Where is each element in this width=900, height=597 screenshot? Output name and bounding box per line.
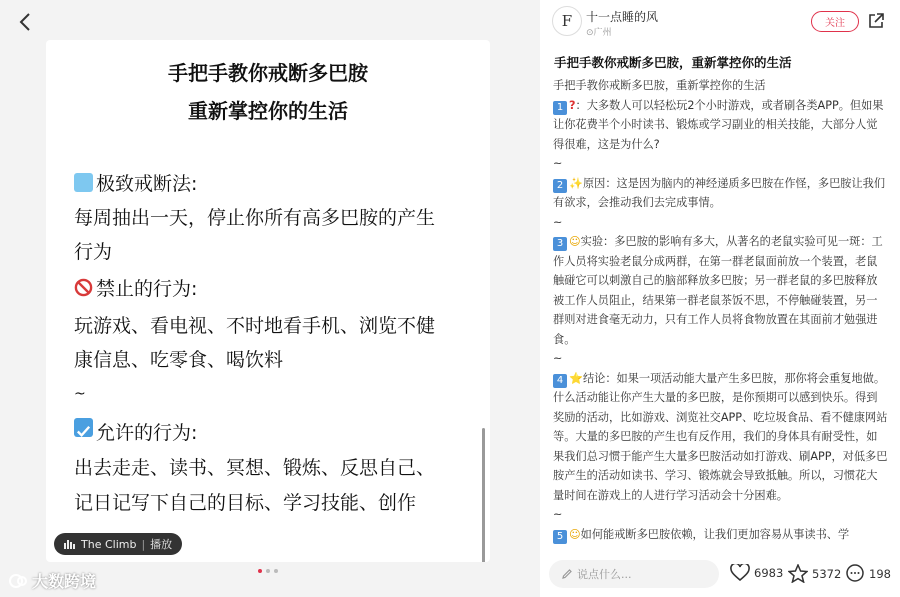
tilde-divider: ~ [553, 157, 563, 170]
comment-button[interactable] [845, 564, 891, 583]
post-paragraph: 3 ☺实验：多巴胺的影响有多大，从著名的老鼠实验可见一斑：工作人员将实验老鼠分成两群，在第一群老鼠面前放一个装置，老鼠触碰它可以刺激自己的脑部释放多巴胺；另一群老鼠的多巴胺释放被工作人员阻止，结果第一群老鼠茶饭不思，不停触碰装置，另一群则对进食毫无动力，只有工作人员将食物放置在其面前才勉强进食。 [553, 235, 883, 346]
note-detail-panel [540, 0, 900, 597]
card-title-line1: 手把手教你戒断多巴胺 [168, 61, 368, 85]
heart-icon [730, 564, 750, 582]
avatar-letter: F [561, 12, 573, 30]
section-heading-allowed: 允许的行为: [74, 416, 197, 450]
comment-count: 198 [869, 566, 891, 581]
watermark-text: 大数跨境 [32, 572, 97, 591]
location-text: 广州 [593, 28, 612, 38]
tilde-divider: ~ [74, 386, 86, 402]
post-body [553, 76, 888, 556]
card-title-line2: 重新掌控你的生活 [188, 99, 348, 123]
post-paragraph: 4 ⭐结论：如果一项活动能大量产生多巴胺，那你将会重复地做。什么活动能让你产生大量的多巴胺，是你预期可以感到快乐。得到奖励的活动，比如游戏、浏览社交APP、吃垃圾食品、看不健康网站等。大量的多巴胺的产生也有反作用，我们的身体具有耐受性，如果我们总习惯于能产生大量多巴胺活动如打游戏、刷APP，对低多巴胺产生的活动如读书、学习、锻炼就会导致抵触。所以，习惯花大量时间在游戏上的人进行学习活动会十分困难。 [553, 371, 888, 502]
check-mark-icon [74, 418, 93, 437]
number-one-icon: 1 [553, 101, 567, 115]
star-icon: ⭐ [569, 371, 583, 385]
carousel-indicator [258, 569, 278, 573]
bottom-action-bar [540, 556, 900, 597]
collect-count: 5372 [812, 566, 842, 581]
follow-button[interactable]: 关注 [811, 11, 859, 32]
section-line: 每周抽出一天，停止你所有高多巴胺的产生 [74, 207, 436, 229]
tilde-divider: ~ [553, 215, 563, 229]
sparkles-icon: ✨ [569, 176, 583, 190]
face-icon: ☺ [569, 527, 581, 541]
pencil-icon [561, 568, 573, 580]
section-line: 行为 [74, 241, 113, 263]
number-three-icon: 3 [553, 237, 567, 251]
post-title: 手把手教你戒断多巴胺，重新掌控你的生活 [554, 55, 792, 70]
section-heading-method: 极致戒断法: [74, 167, 197, 201]
prohibited-icon [74, 274, 93, 293]
post-intro: 手把手教你戒断多巴胺，重新掌控你的生活 [553, 79, 766, 92]
author-name[interactable]: 十一点睡的风 [586, 10, 659, 24]
thinking-face-icon: ☺ [569, 235, 581, 248]
section-line: 康信息、吃零食、喝饮料 [74, 349, 284, 371]
tilde-divider: ~ [553, 352, 563, 365]
back-arrow-icon[interactable] [14, 10, 38, 34]
audio-bars-icon [64, 539, 76, 549]
author-location [586, 25, 612, 38]
watermark-logo-icon [8, 573, 28, 589]
comment-bubble-icon [845, 564, 865, 583]
number-two-icon: 2 [553, 179, 567, 193]
comment-placeholder: 说点什么... [577, 568, 632, 581]
like-button[interactable] [730, 564, 783, 582]
number-five-icon: 5 [553, 530, 567, 544]
watermark [8, 569, 96, 592]
collect-button[interactable] [788, 564, 841, 583]
section-heading-forbidden: 禁止的行为: [74, 272, 197, 306]
section-line: 出去走走、读书、冥想、锻炼、反思自己、 [74, 457, 436, 479]
music-play-label[interactable]: 播放 [150, 538, 173, 551]
post-paragraph: 1 ?：大多数人可以轻松玩2个小时游戏，或者刷各类APP。但如果让你花费半个小时读书、锻炼或学习副业的相关技能，大部分人觉得很难，这是为什么? [553, 98, 884, 151]
comment-input[interactable] [549, 560, 719, 588]
carousel-dot[interactable] [274, 569, 278, 573]
background-music-pill[interactable] [54, 533, 182, 555]
section-line: 玩游戏、看电视、不时地看手机、浏览不健 [74, 315, 436, 337]
star-icon [788, 564, 808, 583]
section-line: 记日记写下自己的目标、学习技能、创作 [74, 492, 417, 514]
question-mark-icon: ? [569, 98, 576, 112]
image-scrollbar[interactable] [482, 428, 485, 562]
music-title: The Climb [81, 537, 137, 551]
like-count: 6983 [754, 566, 784, 580]
carousel-dot[interactable] [266, 569, 270, 573]
post-paragraph: 5 ☺如何能戒断多巴胺依赖，让我们更加容易从事读书、学 [553, 525, 888, 545]
avatar[interactable] [552, 6, 582, 36]
number-one-icon [74, 173, 93, 192]
location-pin-icon: ⊙ [586, 28, 594, 38]
separator: | [141, 537, 146, 551]
tilde-divider: ~ [553, 508, 563, 521]
share-icon[interactable] [867, 12, 885, 30]
carousel-dot[interactable] [258, 569, 262, 573]
post-paragraph: 2 ✨原因：这是因为脑内的神经递质多巴胺在作怪，多巴胺让我们有欲求，会推动我们去完成事情。 [553, 176, 886, 209]
note-image-card[interactable] [46, 40, 490, 562]
number-four-icon: 4 [553, 374, 567, 388]
